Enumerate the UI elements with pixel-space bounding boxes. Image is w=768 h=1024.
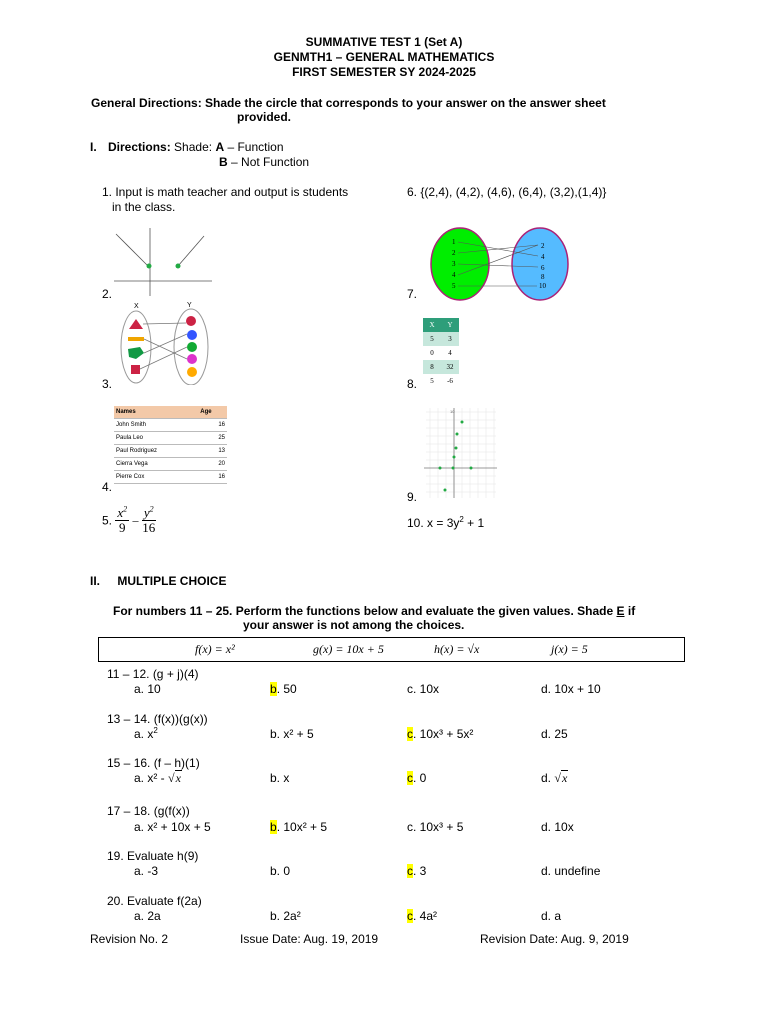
table-row bbox=[423, 346, 459, 360]
q11-choice-d: d. 10x + 10 bbox=[541, 682, 601, 696]
part2-instructions-cont: your answer is not among the choices. bbox=[243, 618, 465, 632]
q2-point-right bbox=[176, 264, 181, 269]
q19-choice-a: a. -3 bbox=[134, 864, 159, 878]
q15-radicand: x bbox=[175, 771, 181, 785]
q20-choice-b: b. 2a² bbox=[270, 909, 301, 923]
q8-y-cell: 4 bbox=[448, 349, 452, 357]
q5-fraction-x bbox=[115, 506, 129, 535]
q11-choice-a: a. 10 bbox=[134, 682, 161, 696]
footer-revision: Revision No. 2 bbox=[90, 932, 169, 946]
option-b bbox=[219, 155, 309, 169]
q5-denominator-9: 9 bbox=[119, 520, 126, 535]
q3-y-label: Y bbox=[187, 302, 192, 309]
q15-sqrt: √x bbox=[168, 771, 181, 785]
question-8: 8. bbox=[407, 377, 418, 391]
q11-choice-b-highlight: b bbox=[270, 682, 277, 696]
q15-d-radicand: x bbox=[561, 771, 568, 785]
part1-shade: Shade: bbox=[174, 140, 213, 154]
q9-point bbox=[456, 433, 459, 436]
q7-domain-5: 5 bbox=[452, 282, 456, 290]
q8-x-cell: 8 bbox=[430, 363, 434, 371]
question-15-16: 15 – 16. (f – h)(1) bbox=[107, 756, 200, 770]
question-6: 6. {(2,4), (4,2), (4,6), (6,4), (3,2),(1,4)} bbox=[407, 185, 607, 199]
q5-var-y: y bbox=[143, 505, 150, 520]
q7-range-6: 6 bbox=[541, 264, 545, 272]
q8-y-cell: 32 bbox=[446, 363, 454, 371]
q10-exp: 2 bbox=[459, 515, 464, 524]
q13-choice-d: d. 25 bbox=[541, 727, 568, 741]
q3-triangle-shape bbox=[129, 319, 143, 329]
q13-choice-c bbox=[407, 727, 473, 741]
q7-range-2: 2 bbox=[541, 242, 545, 250]
q4-header-names: Names bbox=[114, 406, 198, 419]
q3-orange-circle bbox=[187, 367, 197, 377]
q4-name-cell: Cierra Vega bbox=[114, 458, 198, 471]
function-h: h(x) = √x bbox=[434, 642, 480, 656]
q15-choice-b: b. x bbox=[270, 771, 290, 785]
q4-header-row bbox=[114, 406, 227, 419]
q9-y-tick: 10 bbox=[450, 409, 455, 414]
question-17-18: 17 – 18. (g(f(x)) bbox=[107, 804, 190, 818]
q15-choice-d-text: d. bbox=[541, 771, 552, 785]
q17-choice-c: c. 10x³ + 5 bbox=[407, 820, 464, 834]
q3-red-circle bbox=[186, 316, 196, 326]
q4-name-cell: Pierre Cox bbox=[114, 471, 198, 484]
q20-choice-d: d. a bbox=[541, 909, 562, 923]
q15-choice-c bbox=[407, 771, 426, 785]
q10-lhs: 10. x = 3y bbox=[407, 516, 460, 530]
general-directions-text: Shade the circle that corresponds to your answer on the answer sheet bbox=[205, 96, 606, 110]
function-j: j(x) = 5 bbox=[551, 642, 588, 656]
q19-choice-b: b. 0 bbox=[270, 864, 291, 878]
part1-directions bbox=[90, 140, 284, 154]
question-11-12: 11 – 12. (g + j)(4) bbox=[107, 667, 199, 681]
part1-numeral: I. bbox=[90, 140, 97, 154]
q4-age-cell: 16 bbox=[198, 471, 227, 484]
q4-name-cell: John Smith bbox=[114, 419, 198, 432]
q7-domain-4: 4 bbox=[452, 271, 456, 279]
q5-exp-x: 2 bbox=[123, 504, 128, 514]
q3-arrow-1 bbox=[143, 323, 186, 324]
q4-name-cell: Paula Leo bbox=[114, 432, 198, 445]
q4-age-cell: 16 bbox=[198, 419, 227, 432]
q4-name-cell: Paul Rodriguez bbox=[114, 445, 198, 458]
q9-point bbox=[453, 456, 456, 459]
q8-header-row bbox=[423, 318, 459, 332]
question-20: 20. Evaluate f(2a) bbox=[107, 894, 202, 908]
q15-choice-d bbox=[541, 771, 568, 786]
q9-scatter-graph bbox=[420, 404, 498, 500]
table-row bbox=[423, 332, 459, 346]
q3-bar-shape bbox=[128, 337, 144, 341]
part2-instr-text: For numbers 11 – 25. Perform the functions below and evaluate the given values. Shade bbox=[113, 604, 614, 618]
q4-age-cell: 25 bbox=[198, 432, 227, 445]
part2-instr-e: E bbox=[616, 604, 625, 618]
q11-choice-c: c. 10x bbox=[407, 682, 440, 696]
q2-right-branch bbox=[178, 236, 204, 266]
table-row bbox=[114, 419, 227, 432]
q5-numerator-y bbox=[142, 506, 156, 521]
q8-header-x: X bbox=[429, 321, 435, 329]
q3-blue-circle bbox=[187, 330, 197, 340]
q5-numerator-x bbox=[115, 506, 129, 521]
q5-var-x: x bbox=[117, 505, 124, 520]
q17-choice-b bbox=[270, 820, 327, 834]
q3-green-circle bbox=[187, 342, 197, 352]
q15-choice-a-text: a. x² - bbox=[134, 771, 165, 785]
q8-x-cell: 5 bbox=[430, 335, 434, 343]
q7-range-8: 8 bbox=[541, 273, 545, 281]
q19-choice-c-highlight: c bbox=[407, 864, 413, 878]
question-5 bbox=[102, 506, 156, 535]
part2-heading bbox=[90, 574, 226, 588]
q8-header-y: Y bbox=[447, 321, 453, 329]
general-directions-cont: provided. bbox=[237, 110, 292, 124]
course-title: GENMTH1 – GENERAL MATHEMATICS bbox=[273, 50, 495, 64]
q13-choice-b: b. x² + 5 bbox=[270, 727, 314, 741]
question-10 bbox=[407, 516, 484, 530]
q3-shape-mapping bbox=[114, 299, 214, 385]
question-13-14: 13 – 14. (f(x))(g(x)) bbox=[107, 712, 208, 726]
q7-range-4: 4 bbox=[541, 253, 545, 261]
q19-choice-c-text: . 3 bbox=[413, 864, 427, 878]
question-5-number: 5. bbox=[102, 513, 113, 528]
option-b-letter: B bbox=[219, 155, 228, 169]
q3-magenta-circle bbox=[187, 354, 197, 364]
q20-choice-c-highlight: c bbox=[407, 909, 413, 923]
q15-choice-c-highlight: c bbox=[407, 771, 413, 785]
question-9: 9. bbox=[407, 490, 418, 504]
option-a-letter: A bbox=[215, 140, 225, 154]
q15-d-sqrt: √x bbox=[554, 771, 568, 785]
q9-point bbox=[461, 421, 464, 424]
functions-box bbox=[98, 637, 685, 662]
q8-x-cell: 0 bbox=[430, 349, 434, 357]
question-4: 4. bbox=[102, 480, 113, 494]
q4-age-cell: 13 bbox=[198, 445, 227, 458]
q11-choice-b bbox=[270, 682, 297, 696]
semester-title: FIRST SEMESTER SY 2024-2025 bbox=[292, 65, 476, 79]
function-f: f(x) = x² bbox=[195, 642, 235, 656]
q3-pentagon-shape bbox=[128, 347, 144, 359]
q2-left-branch bbox=[116, 234, 148, 266]
q13-choice-a-text: a. x bbox=[134, 727, 154, 741]
q5-denominator-16: 16 bbox=[142, 520, 156, 535]
question-19: 19. Evaluate h(9) bbox=[107, 849, 199, 863]
footer-revision-date: Revision Date: Aug. 9, 2019 bbox=[480, 932, 629, 946]
q4-header-age: Age bbox=[198, 406, 227, 419]
part1-label: Directions: bbox=[108, 140, 171, 154]
option-a-text: – Function bbox=[227, 140, 284, 154]
q2-graph bbox=[108, 224, 220, 298]
part2-instr-if: if bbox=[627, 604, 636, 618]
q13-choice-c-highlight: c bbox=[407, 727, 413, 741]
q19-choice-c bbox=[407, 864, 426, 878]
q9-point bbox=[452, 467, 455, 470]
question-7: 7. bbox=[407, 287, 418, 301]
table-row bbox=[423, 360, 459, 374]
question-1-cont: in the class. bbox=[112, 200, 176, 214]
q5-fraction-y bbox=[142, 506, 156, 535]
q2-point-left bbox=[147, 264, 152, 269]
q8-y-cell: 3 bbox=[448, 335, 452, 343]
table-row bbox=[114, 445, 227, 458]
table-row bbox=[114, 432, 227, 445]
part2-instructions bbox=[113, 604, 635, 618]
part2-numeral: II. bbox=[90, 574, 101, 588]
q7-mapping-diagram bbox=[428, 226, 572, 302]
q4-ages-table bbox=[114, 406, 227, 484]
general-directions-lead: General Directions: bbox=[91, 96, 202, 110]
question-3: 3. bbox=[102, 377, 113, 391]
q9-point bbox=[470, 467, 473, 470]
q17-choice-b-text: . 10x² + 5 bbox=[276, 820, 328, 834]
function-g: g(x) = 10x + 5 bbox=[313, 642, 384, 656]
q8-y-cell: -6 bbox=[447, 377, 453, 385]
table-row bbox=[114, 458, 227, 471]
q13-choice-a-exp: 2 bbox=[153, 726, 158, 735]
q3-square-shape bbox=[131, 365, 140, 374]
q7-domain-2: 2 bbox=[452, 249, 456, 257]
test-title: SUMMATIVE TEST 1 (Set A) bbox=[305, 35, 463, 49]
q4-age-cell: 20 bbox=[198, 458, 227, 471]
q19-choice-d: d. undefine bbox=[541, 864, 601, 878]
q7-domain-3: 3 bbox=[452, 260, 456, 268]
q8-x-cell: 5 bbox=[430, 377, 434, 385]
q17-choice-a: a. x² + 10x + 5 bbox=[134, 820, 211, 834]
option-b-text: – Not Function bbox=[231, 155, 310, 169]
q20-choice-a: a. 2a bbox=[134, 909, 161, 923]
q13-choice-c-text: . 10x³ + 5x² bbox=[413, 727, 474, 741]
q20-choice-c bbox=[407, 909, 437, 923]
q9-point bbox=[444, 489, 447, 492]
q15-choice-c-text: . 0 bbox=[413, 771, 427, 785]
q10-rhs: + 1 bbox=[463, 516, 485, 530]
q17-choice-b-highlight: b bbox=[270, 820, 277, 834]
q3-arrow-4 bbox=[140, 347, 187, 369]
table-row bbox=[423, 374, 459, 388]
question-1: 1. Input is math teacher and output is students bbox=[102, 185, 349, 199]
part2-title: MULTIPLE CHOICE bbox=[117, 574, 227, 588]
footer-issue-date: Issue Date: Aug. 19, 2019 bbox=[240, 932, 379, 946]
question-2: 2. bbox=[102, 287, 113, 301]
q7-range-10: 10 bbox=[539, 282, 546, 290]
table-row bbox=[114, 471, 227, 484]
q8-xy-table bbox=[423, 318, 459, 388]
q9-point bbox=[439, 467, 442, 470]
q13-choice-a bbox=[134, 727, 158, 741]
q3-x-label: X bbox=[134, 303, 139, 310]
q5-operator: – bbox=[132, 513, 139, 527]
q5-exp-y: 2 bbox=[149, 504, 154, 514]
q7-domain-1: 1 bbox=[452, 238, 456, 246]
q20-choice-c-text: . 4a² bbox=[413, 909, 438, 923]
q15-choice-a bbox=[134, 771, 182, 786]
q11-choice-b-text: . 50 bbox=[276, 682, 297, 696]
q17-choice-d: d. 10x bbox=[541, 820, 574, 834]
q9-point bbox=[455, 447, 458, 450]
general-directions bbox=[91, 96, 606, 110]
